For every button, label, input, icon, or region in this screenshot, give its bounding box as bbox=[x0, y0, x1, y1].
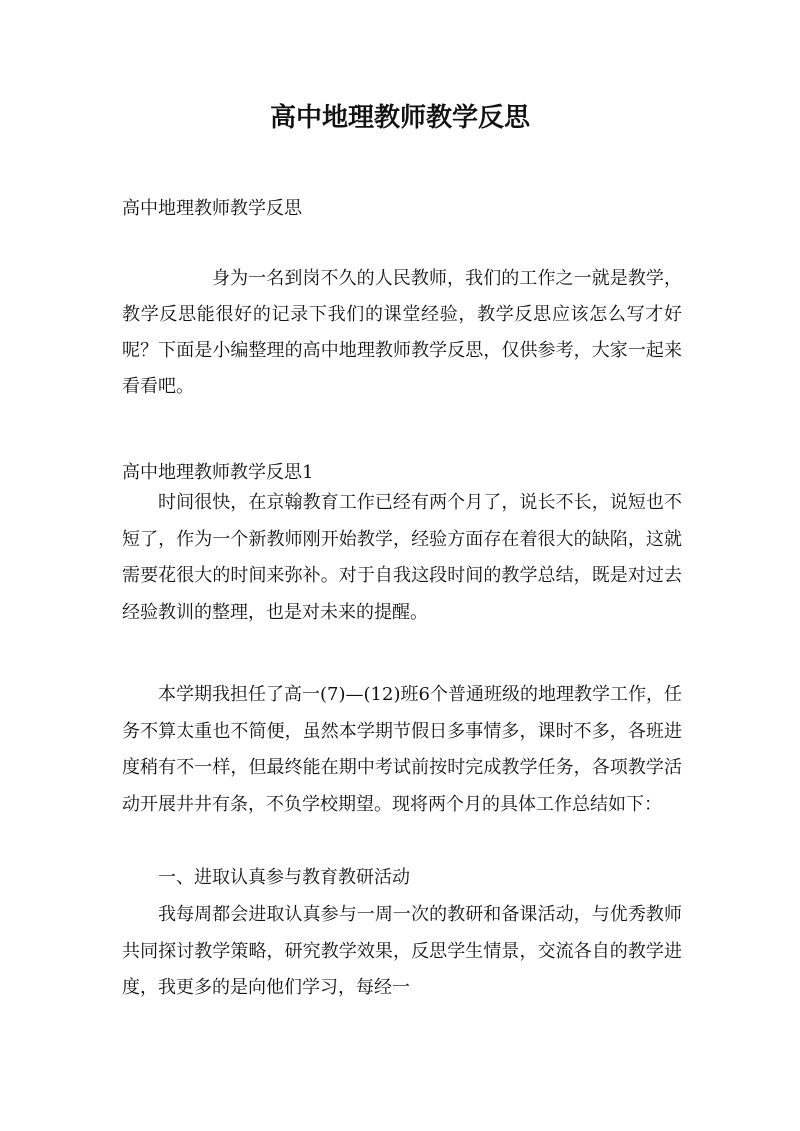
subsection-heading: 一、进取认真参与教育教研活动 bbox=[158, 867, 410, 888]
document-subtitle: 高中地理教师教学反思 bbox=[122, 198, 302, 219]
section-heading: 高中地理教师教学反思1 bbox=[122, 462, 314, 483]
document-title: 高中地理教师教学反思 bbox=[269, 103, 530, 133]
body-paragraph-2: 本学期我担任了高一(7)—(12)班6个普通班级的地理教学工作，任务不算太重也不简便，虽然本学期节假日多事情多，课时不多，各班进度稍有不一样，但最终能在期中考试前按时完成教学任务，各项教学活动开展井井有条，不负学校期望。现将两个月的具体工作总结如下： bbox=[122, 684, 682, 815]
intro-paragraph: 身为一名到岗不久的人民教师，我们的工作之一就是教学，教学反思能很好的记录下我们的课堂经验，教学反思应该怎么写才好呢？下面是小编整理的高中地理教师教学反思，仅供参考，大家一起来看看吧。 bbox=[122, 268, 682, 397]
body-paragraph-1: 时间很快，在京翰教育工作已经有两个月了，说长不长，说短也不短了，作为一个新教师刚开始教学，经验方面存在着很大的缺陷，这就需要花很大的时间来弥补。对于自我这段时间的教学总结，既是对过去经验教训的整理，也是对未来的提醒。 bbox=[122, 492, 682, 623]
body-paragraph-3: 我每周都会进取认真参与一周一次的教研和备课活动，与优秀教师共同探讨教学策略，研究教学效果，反思学生情景，交流各自的教学进度，我更多的是向他们学习，每经一 bbox=[122, 904, 682, 998]
